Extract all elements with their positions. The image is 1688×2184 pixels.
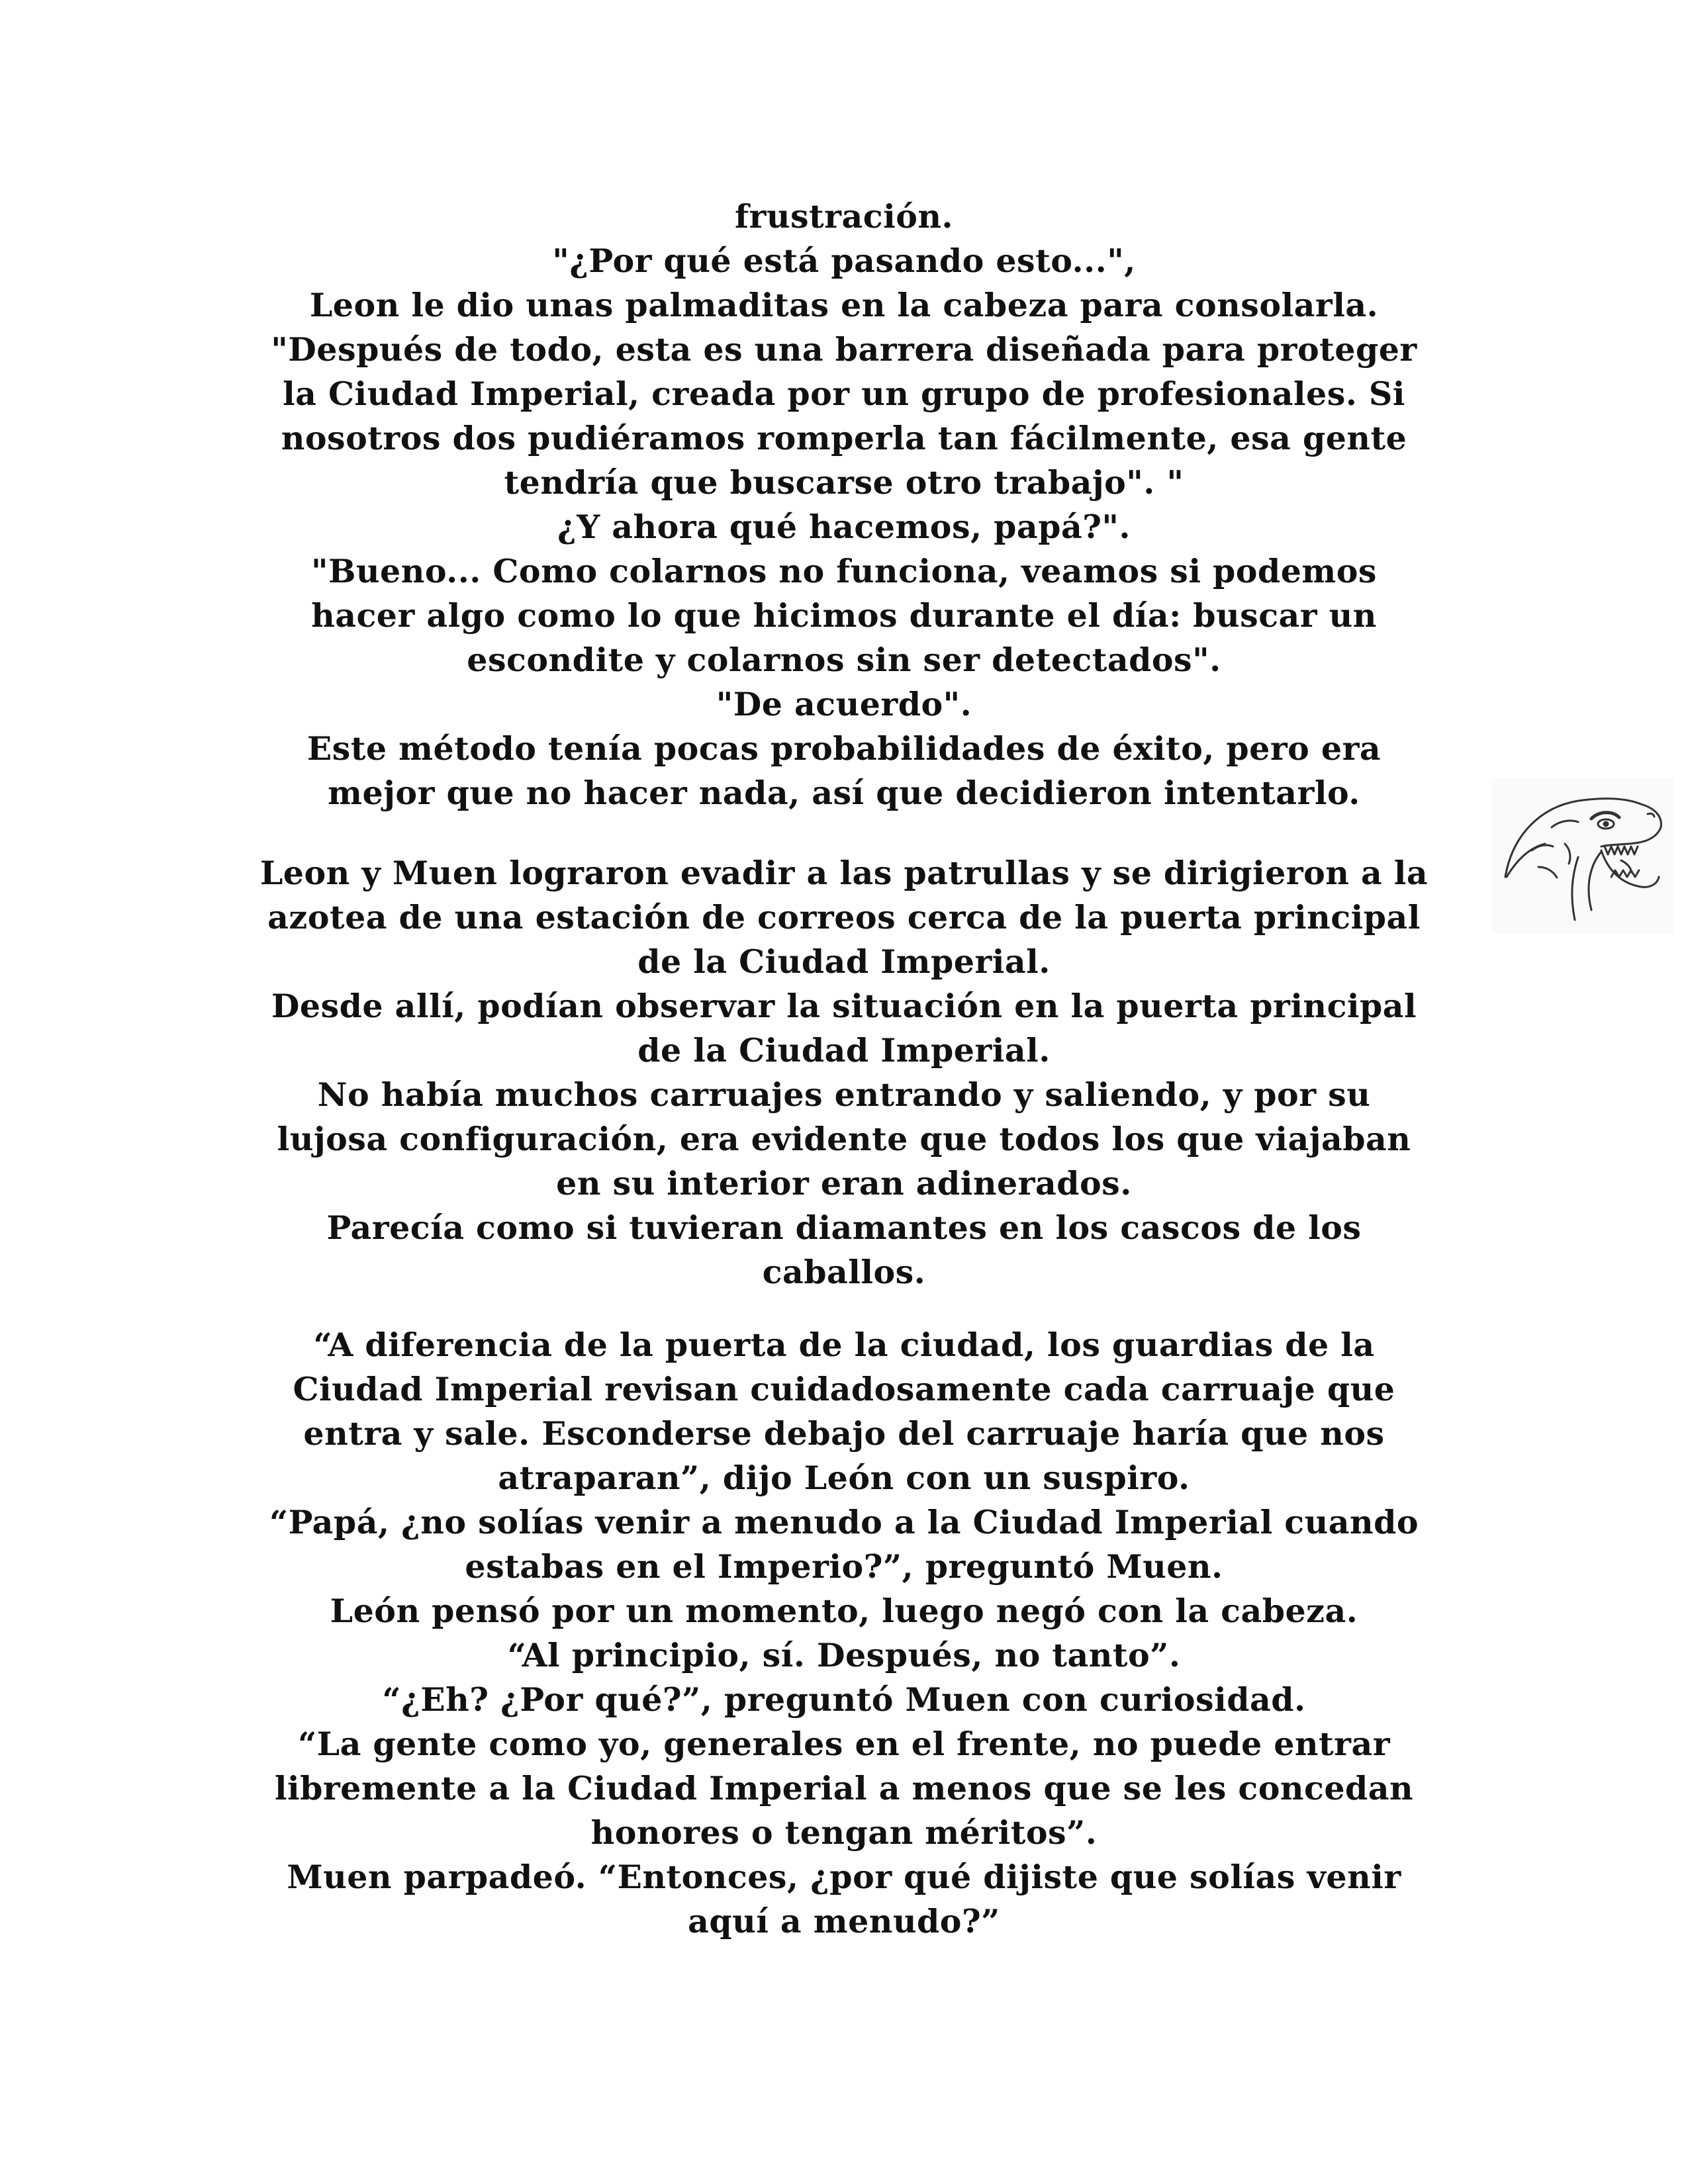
- text-line: "Bueno... Como colarnos no funciona, veamos si podemos: [310, 552, 1377, 590]
- text-line: la Ciudad Imperial, creada por un grupo de profesionales. Si: [283, 375, 1405, 413]
- text-line: escondite y colarnos sin ser detectados".: [467, 641, 1221, 679]
- text-line: ¿Y ahora qué hacemos, papá?".: [557, 508, 1131, 546]
- text-line: No había muchos carruajes entrando y saliendo, y por su: [317, 1075, 1371, 1114]
- text-line: caballos.: [762, 1253, 926, 1291]
- dinosaur-head-sketch-icon: [1492, 778, 1674, 933]
- paragraph-2: [199, 851, 1489, 1295]
- text-line: honores o tengan méritos”.: [590, 1813, 1098, 1852]
- text-line: “Al principio, sí. Después, no tanto”.: [507, 1636, 1181, 1674]
- text-line: entra y sale. Esconderse debajo del carruaje haría que nos: [303, 1414, 1385, 1453]
- paragraph-1: [199, 195, 1489, 815]
- text-line: atraparan”, dijo León con un suspiro.: [498, 1459, 1190, 1497]
- text-line: Desde allí, podían observar la situación en la puerta principal: [271, 987, 1417, 1025]
- text-line: "Después de todo, esta es una barrera diseñada para proteger: [271, 330, 1417, 369]
- text-line: hacer algo como lo que hicimos durante el día: buscar un: [311, 596, 1377, 635]
- text-line: “A diferencia de la puerta de la ciudad, los guardias de la: [313, 1326, 1375, 1364]
- text-line: Leon y Muen lograron evadir a las patrullas y se dirigieron a la: [259, 854, 1429, 892]
- text-line: "¿Por qué está pasando esto...",: [552, 242, 1136, 280]
- text-line: de la Ciudad Imperial.: [637, 942, 1051, 981]
- text-line: estabas en el Imperio?”, preguntó Muen.: [465, 1547, 1223, 1586]
- text-line: de la Ciudad Imperial.: [637, 1031, 1051, 1069]
- paragraph-3: [199, 1323, 1489, 1944]
- text-line: Muen parpadeó. “Entonces, ¿por qué dijiste que solías venir: [287, 1858, 1401, 1896]
- text-line: lujosa configuración, era evidente que todos los que viajaban: [277, 1120, 1411, 1158]
- text-line: Leon le dio unas palmaditas en la cabeza para consolarla.: [309, 286, 1379, 324]
- text-line: Ciudad Imperial revisan cuidadosamente cada carruaje que: [293, 1370, 1395, 1408]
- text-line: frustración.: [734, 197, 954, 236]
- text-line: “La gente como yo, generales en el frente, no puede entrar: [297, 1725, 1391, 1763]
- text-line: Parecía como si tuvieran diamantes en los cascos de los: [326, 1208, 1362, 1247]
- text-line: "De acuerdo".: [716, 685, 972, 723]
- text-line: tendría que buscarse otro trabajo". ": [504, 463, 1184, 502]
- text-line: en su interior eran adinerados.: [556, 1164, 1132, 1203]
- text-line: “Papá, ¿no solías venir a menudo a la Ciudad Imperial cuando: [269, 1503, 1419, 1541]
- text-line: nosotros dos pudiéramos romperla tan fácilmente, esa gente: [281, 419, 1407, 457]
- text-line: azotea de una estación de correos cerca de la puerta principal: [267, 898, 1421, 936]
- text-line: libremente a la Ciudad Imperial a menos que se les concedan: [274, 1769, 1414, 1807]
- text-line: “¿Eh? ¿Por qué?”, preguntó Muen con curiosidad.: [382, 1680, 1306, 1719]
- text-line: mejor que no hacer nada, así que decidieron intentarlo.: [328, 774, 1360, 812]
- text-line: León pensó por un momento, luego negó con la cabeza.: [330, 1592, 1358, 1630]
- text-line: Este método tenía pocas probabilidades de éxito, pero era: [306, 729, 1382, 768]
- text-line: aquí a menudo?”: [688, 1902, 1000, 1940]
